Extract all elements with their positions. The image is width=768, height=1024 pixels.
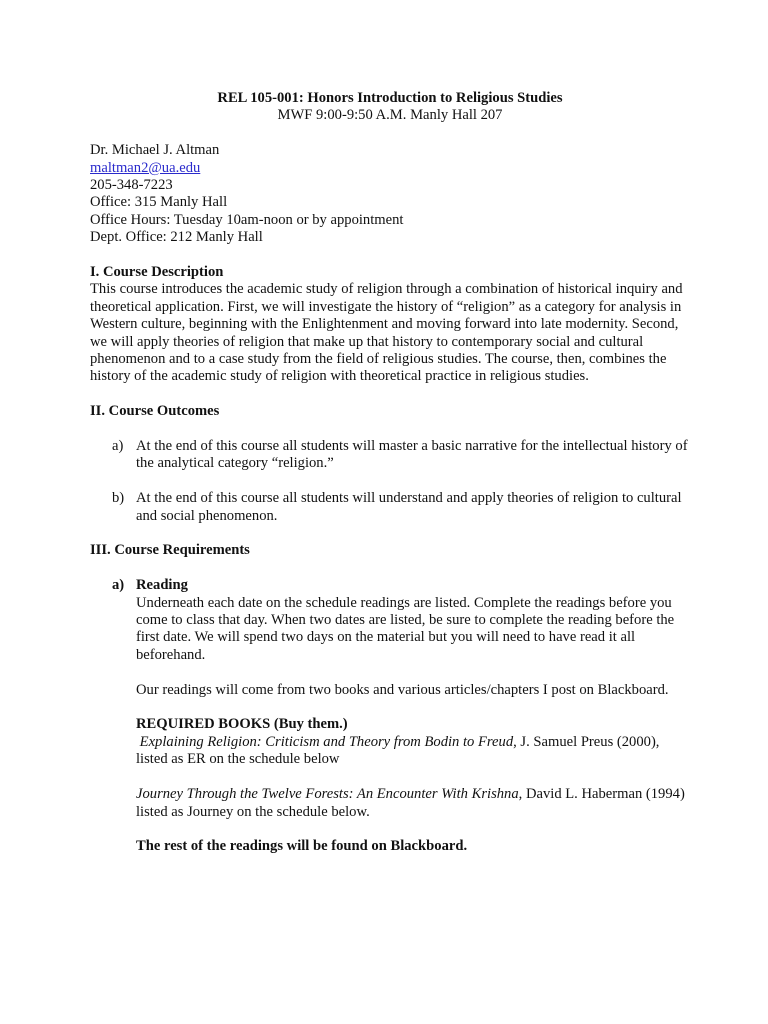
instructor-email-link[interactable]: maltman2@ua.edu [90,159,201,176]
syllabus-page [90,90,690,856]
book-2-title: Journey Through the Twelve Forests: An Encounter With Krishna [136,786,519,803]
course-outcomes-heading: II. Course Outcomes [90,403,220,420]
requirement-reading [90,577,690,855]
blackboard-note: The rest of the readings will be found on Blackboard. [136,838,468,855]
course-schedule: MWF 9:00-9:50 A.M. Manly Hall 207 [277,107,503,124]
instructor-office-hours: Office Hours: Tuesday 10am-noon or by appointment [90,211,404,228]
course-description-heading: I. Course Description [90,264,224,281]
outcome-text: At the end of this course all students will master a basic narrative for the intellectual history of the analytical category “religion.” [136,438,688,472]
outcome-marker: b) [112,490,125,507]
course-requirements-heading: III. Course Requirements [90,542,250,559]
book-2-details: , David L. Haberman (1994) listed as Journey on the schedule below. [136,786,685,820]
outcome-item-b [90,490,690,525]
course-description-body: This course introduces the academic study of religion through a combination of historical inquiry and theoretical application. First, we will investigate the history of “religion” as a category for analysis in Western culture, beginning with the Enlightenment and moving forward into late modernity. Second, we will apply theories of religion that make up that history to contemporary social and cultural phenomenon and to a case study from the field of religious studies. The course, then, combines the history of the academic study of religion with theoretical practice in religious studies. [90,281,683,385]
required-book-2 [136,786,690,821]
requirement-marker: a) [112,577,125,594]
instructor-name: Dr. Michael J. Altman [90,142,220,159]
book-1-details: , J. Samuel Preus (2000), listed as ER on the schedule below [136,733,660,768]
instructor-office: Office: 315 Manly Hall [90,194,228,211]
dept-office: Dept. Office: 212 Manly Hall [90,229,263,246]
outcome-text: At the end of this course all students will understand and apply theories of religion to cultural and social phenomenon. [136,490,682,524]
course-title: REL 105-001: Honors Introduction to Religious Studies [217,90,563,106]
reading-para-2: Our readings will come from two books and various articles/chapters I post on Blackboard. [136,681,669,698]
instructor-phone: 205-348-7223 [90,177,173,194]
required-book-1 [136,734,690,769]
reading-label: Reading [136,577,188,594]
book-1-title: Explaining Religion: Criticism and Theory from Bodin to Freud [139,733,514,750]
reading-para-1: Underneath each date on the schedule readings are listed. Complete the readings before you come to class that day. When two dates are listed, be sure to complete the reading before the first date. We will spend two days on the material but you will need to have read it all beforehand. [136,594,675,663]
outcome-marker: a) [112,438,124,455]
required-books-heading: REQUIRED BOOKS (Buy them.) [136,716,348,733]
outcome-item-a [90,438,690,473]
